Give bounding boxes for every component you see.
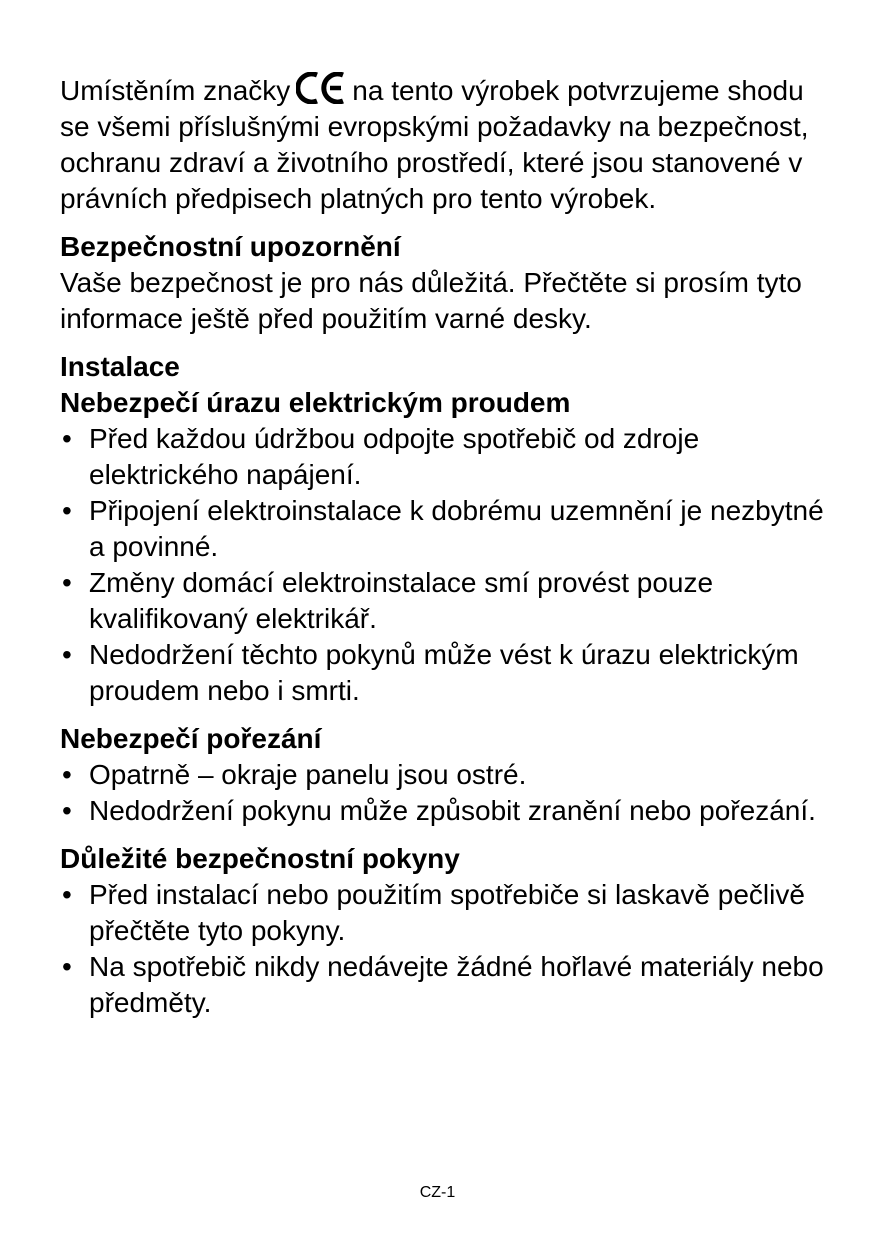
intro-text-after-mark: na tento výrobek potvrzujeme shodu se všemi příslušnými evropskými požadavky na bezpečnost, ochranu zdraví a životního prostředí, které jsou stanovené v právních předpisech platných pro tento výrobek. [60, 75, 809, 214]
cuts-section [60, 721, 830, 829]
page-number: CZ-1 [419, 1184, 456, 1201]
electric-shock-heading: Nebezpečí úrazu elektrickým proudem [60, 387, 571, 418]
important-section [60, 841, 830, 1021]
installation-heading: Instalace [60, 351, 180, 382]
installation-section [60, 349, 830, 709]
important-list [60, 877, 830, 1021]
list-item: • Na spotřebič nikdy nedávejte žádné hořlavé materiály nebo předměty. [60, 949, 830, 1021]
safety-notice-heading: Bezpečnostní upozornění [60, 231, 401, 262]
ce-mark-icon [296, 72, 348, 104]
list-item: • Nedodržení pokynu může způsobit zranění nebo pořezání. [60, 793, 830, 829]
list-item: • Před instalací nebo použitím spotřebiče si laskavě pečlivě přečtěte tyto pokyny. [60, 877, 830, 949]
intro-text-before-mark: Umístěním značky [60, 75, 291, 106]
list-item: • Připojení elektroinstalace k dobrému uzemnění je nezbytné a povinné. [60, 493, 830, 565]
electric-shock-list [60, 421, 830, 709]
safety-notice-text: Vaše bezpečnost je pro nás důležitá. Přečtěte si prosím tyto informace ještě před použitím varné desky. [60, 267, 802, 334]
list-item: • Nedodržení těchto pokynů může vést k úrazu elektrickým proudem nebo i smrti. [60, 637, 830, 709]
intro-paragraph [60, 72, 830, 217]
safety-notice-section [60, 229, 830, 337]
important-heading: Důležité bezpečnostní pokyny [60, 843, 460, 874]
list-item: • Změny domácí elektroinstalace smí provést pouze kvalifikovaný elektrikář. [60, 565, 830, 637]
cuts-list [60, 757, 830, 829]
list-item: • Opatrně – okraje panelu jsou ostré. [60, 757, 830, 793]
document-page [60, 72, 830, 1033]
cuts-heading: Nebezpečí pořezání [60, 723, 322, 754]
list-item: • Před každou údržbou odpojte spotřebič od zdroje elektrického napájení. [60, 421, 830, 493]
